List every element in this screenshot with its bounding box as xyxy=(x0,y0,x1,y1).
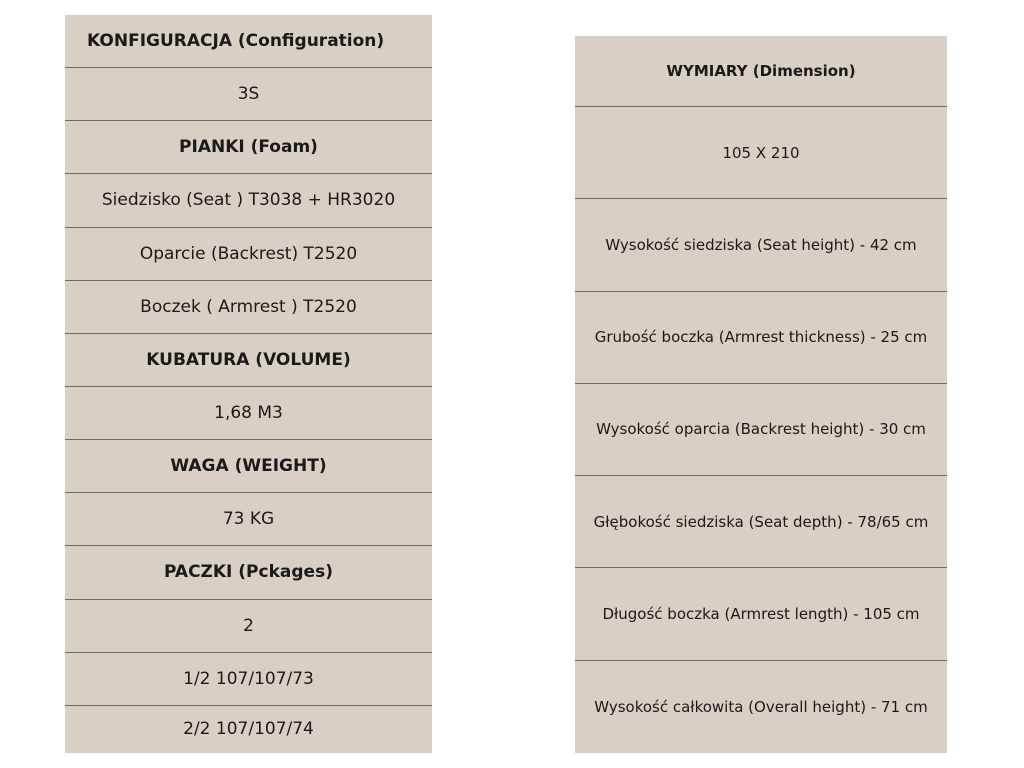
armrest-length-value: Długość boczka (Armrest length) - 105 cm xyxy=(575,568,947,660)
overall-size-value: 105 X 210 xyxy=(575,107,947,199)
configuration-header: KONFIGURACJA (Configuration) xyxy=(65,15,432,68)
foam-seat-value: Siedzisko (Seat ) T3038 + HR3020 xyxy=(65,174,432,227)
seat-depth-value: Głębokość siedziska (Seat depth) - 78/65 cm xyxy=(575,476,947,568)
dimensions-header: WYMIARY (Dimension) xyxy=(575,36,947,107)
configuration-table xyxy=(65,15,432,753)
foam-header: PIANKI (Foam) xyxy=(65,121,432,174)
overall-height-value: Wysokość całkowita (Overall height) - 71 cm xyxy=(594,697,928,716)
foam-backrest-value: Oparcie (Backrest) T2520 xyxy=(65,228,432,281)
package-1-dimensions: 1/2 107/107/73 xyxy=(65,653,432,706)
armrest-thickness-value: Grubość boczka (Armrest thickness) - 25 cm xyxy=(575,292,947,384)
packages-header: PACZKI (Pckages) xyxy=(65,546,432,599)
weight-header: WAGA (WEIGHT) xyxy=(65,440,432,493)
volume-header: KUBATURA (VOLUME) xyxy=(65,334,432,387)
foam-armrest-value: Boczek ( Armrest ) T2520 xyxy=(65,281,432,334)
packages-count-value: 2 xyxy=(65,600,432,653)
package-2-dimensions: 2/2 107/107/74 xyxy=(183,719,314,740)
dimensions-table xyxy=(575,36,947,753)
configuration-value: 3S xyxy=(65,68,432,121)
backrest-height-value: Wysokość oparcia (Backrest height) - 30 cm xyxy=(575,384,947,476)
weight-value: 73 KG xyxy=(65,493,432,546)
volume-value: 1,68 M3 xyxy=(65,387,432,440)
seat-height-value: Wysokość siedziska (Seat height) - 42 cm xyxy=(575,199,947,291)
